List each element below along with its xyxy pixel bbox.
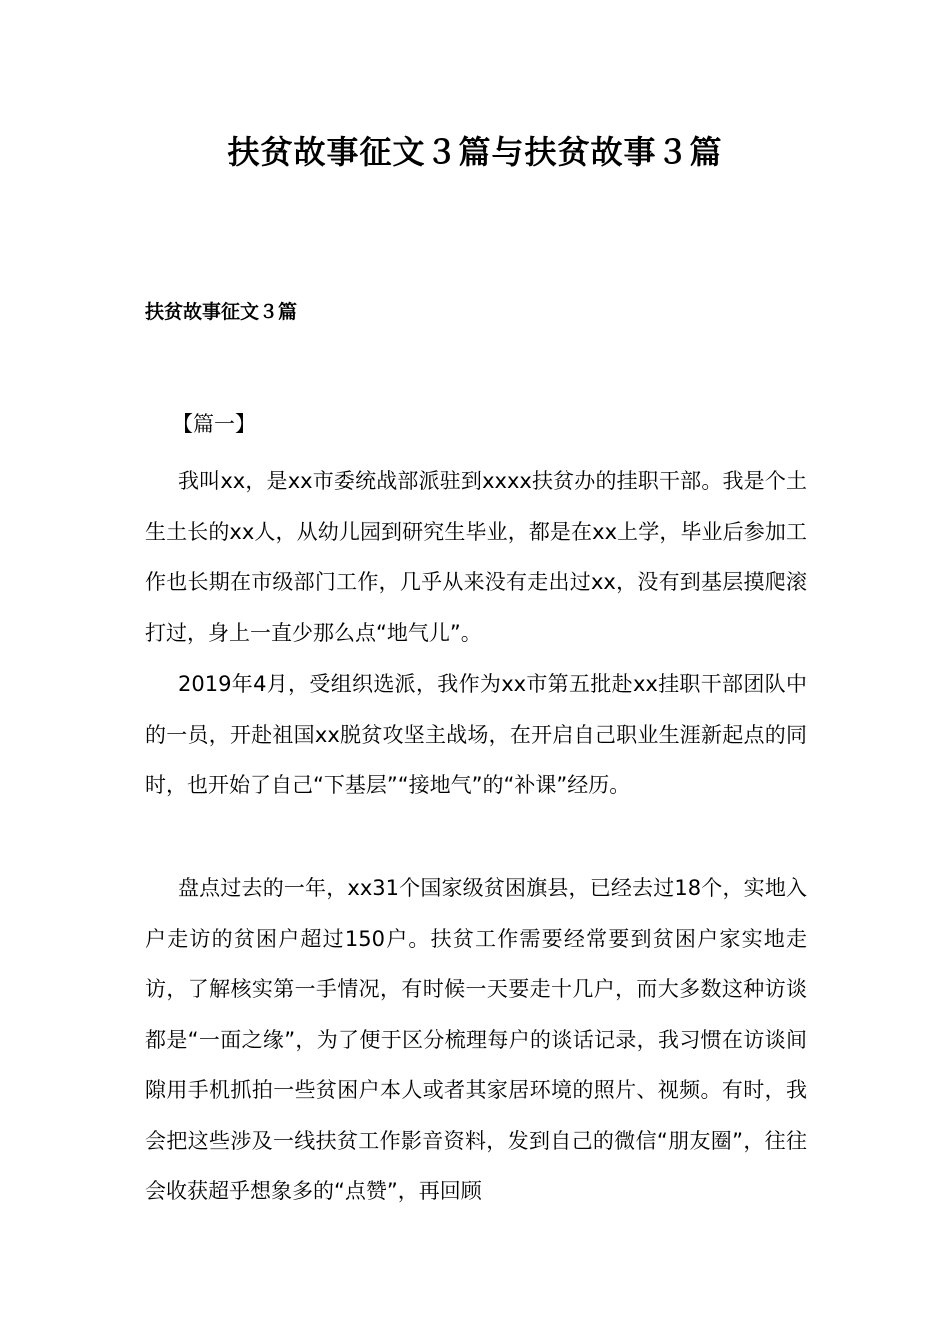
document-title: 扶贫故事征文３篇与扶贫故事３篇	[227, 133, 723, 171]
part-label: 【篇一】	[172, 412, 256, 436]
body-paragraph: 我叫xx，是xx市委统战部派驻到xxxx扶贫办的挂职干部。我是个土生土长的xx人，从幼儿园到研究生毕业，都是在xx上学，毕业后参加工作也长期在市级部门工作，几乎从来没有走出过xx，没有到基层摸爬滚打过，身上一直少那么点“地气儿”。	[145, 469, 807, 645]
section-heading: 扶贫故事征文３篇	[145, 301, 298, 323]
body-paragraph: 2019年4月，受组织选派，我作为xx市第五批赴xx挂职干部团队中的一员，开赴祖国xx脱贫攻坚主战场，在开启自己职业生涯新起点的同时，也开始了自己“下基层”“接地气”的“补课”经历。	[145, 672, 807, 797]
body-paragraph: 盘点过去的一年，xx31个国家级贫困旗县，已经去过18个，实地入户走访的贫困户超过150户。扶贫工作需要经常要到贫困户家实地走访，了解核实第一手情况，有时候一天要走十几户，而大多数这种访谈都是“一面之缘”，为了便于区分梳理每户的谈话记录，我习惯在访谈间隙用手机抓拍一些贫困户本人或者其家居环境的照片、视频。有时，我会把这些涉及一线扶贫工作影音资料，发到自己的微信“朋友圈”，往往会收获超乎想象多的“点赞”，再回顾	[145, 876, 807, 1203]
